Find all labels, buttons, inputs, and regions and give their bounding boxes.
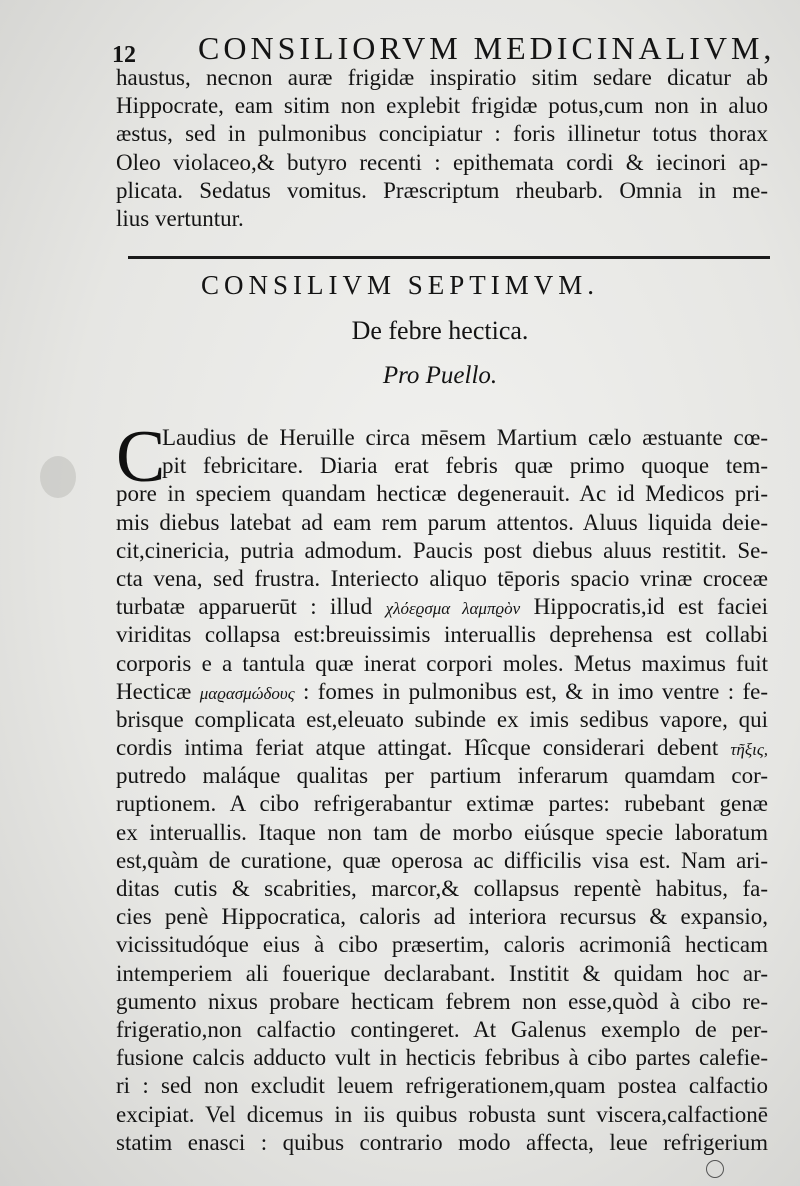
text-line: haustus, necnon auræ frigidæ inspiratio sitim sedare dicatur ab	[116, 65, 768, 90]
text-line: ditas cutis & scabrities, marcor,& collapsus repentè habitus, fa-	[116, 876, 768, 901]
text-run: Hecticæ	[116, 678, 192, 704]
text-line	[116, 734, 768, 762]
text-line: lius vertuntur.	[116, 205, 244, 231]
text-line: cta vena, sed frustra. Interiecto aliquo tēporis spacio vrinæ croceæ	[116, 565, 768, 591]
text-line: frigeratio,non calfactio contingeret. At Galenus exemplo de per-	[116, 1016, 768, 1042]
text-run: : fomes in pulmonibus est, & in imo ventre : fe-	[303, 678, 769, 704]
section-subtitle: De febre hectica.	[351, 316, 529, 345]
printer-mark	[706, 1160, 724, 1178]
text-line: putredo maláque qualitas per partium inferarum quamdam cor-	[116, 763, 768, 789]
section-patient: Pro Puello.	[382, 362, 498, 389]
text-line: vicissitudóque eius à cibo præsertim, caloris acrimoniâ hecticam	[116, 932, 768, 958]
text-line: statim enasci : quibus contrario modo affecta, leue refrigerium	[116, 1129, 768, 1155]
text-line: pit febricitare. Diaria erat febris quæ primo quoque tem-	[162, 453, 768, 479]
text-line: ex interuallis. Itaque non tam de morbo eiúsque specie laboratum	[116, 819, 768, 845]
drop-cap: C	[116, 416, 166, 498]
main-paragraph	[116, 424, 768, 1157]
section-title: CONSILIVM SEPTIMVM.	[200, 270, 600, 300]
text-line	[116, 593, 768, 621]
greek-phrase: μαϱασμώδους	[199, 683, 295, 703]
text-line: est,quàm de curatione, quæ operosa ac difficilis visa est. Nam ari-	[116, 847, 768, 873]
greek-phrase: τῆξις,	[730, 740, 769, 760]
text-line: Laudius de Heruille circa mēsem Martium cælo æstuante cœ-	[162, 425, 768, 450]
text-run: turbatæ apparuerūt : illud	[116, 594, 373, 620]
text-line: mis diebus latebat ad eam rem parum attentos. Aluus liquida deie-	[116, 509, 768, 535]
text-line: æstus, sed in pulmonibus concipiatur : foris illinetur totus thorax	[116, 121, 768, 147]
text-line: viriditas collapsa est:breuissimis interuallis deprehensa est collabi	[116, 622, 768, 648]
text-line: pore in speciem quandam hecticæ degenerauit. Ac id Medicos pri-	[116, 481, 768, 507]
paper-stain	[40, 456, 76, 498]
text-line: plicata. Sedatus vomitus. Præscriptum rheubarb. Omnia in me-	[116, 177, 768, 203]
text-line: corporis e a tantula quæ inerat corpori moles. Metus maximus fuit	[116, 650, 768, 676]
text-line	[116, 678, 768, 706]
text-line: fusione calcis adducto vult in hecticis febribus à cibo partes calefie-	[116, 1045, 768, 1071]
text-line: Oleo violaceo,& butyro recenti : epithemata cordi & iecinori ap-	[116, 149, 768, 175]
text-run: cordis intima feriat atque attingat. Hîcque considerari debent	[116, 735, 719, 761]
text-line: ri : sed non excludit leuem refrigerationem,quam postea calfactio	[116, 1073, 768, 1099]
text-run: Hippocratis,id est faciei	[533, 594, 769, 620]
page-number: 12	[112, 42, 136, 68]
text-line: brisque complicata est,eleuato subinde ex imis sedibus vapore, qui	[116, 706, 768, 732]
text-line: excipiat. Vel dicemus in iis quibus robusta sunt viscera,calfactionē	[116, 1101, 768, 1127]
continuation-paragraph	[116, 64, 768, 233]
section-divider	[128, 256, 770, 259]
text-line: ruptionem. A cibo refrigerabantur extimæ partes: rubebant genæ	[116, 791, 768, 817]
text-line: cies penè Hippocratica, caloris ad interiora recursus & expansio,	[116, 904, 768, 930]
running-head-title: CONSILIORVM MEDICINALIVM,	[198, 30, 776, 66]
text-line: gumento nixus probare hecticam febrem non esse,quòd à cibo re-	[116, 988, 768, 1014]
text-line: cit,cinericia, putria admodum. Paucis post diebus aluus restitit. Se-	[116, 537, 768, 563]
text-line: intemperiem ali fouerique declarabant. Institit & quidam hoc ar-	[116, 960, 768, 986]
greek-phrase: χλόεϱσμα λαμπϱὸν	[385, 599, 521, 619]
text-line: Hippocrate, eam sitim non explebit frigidæ potus,cum non in aluo	[116, 93, 768, 119]
